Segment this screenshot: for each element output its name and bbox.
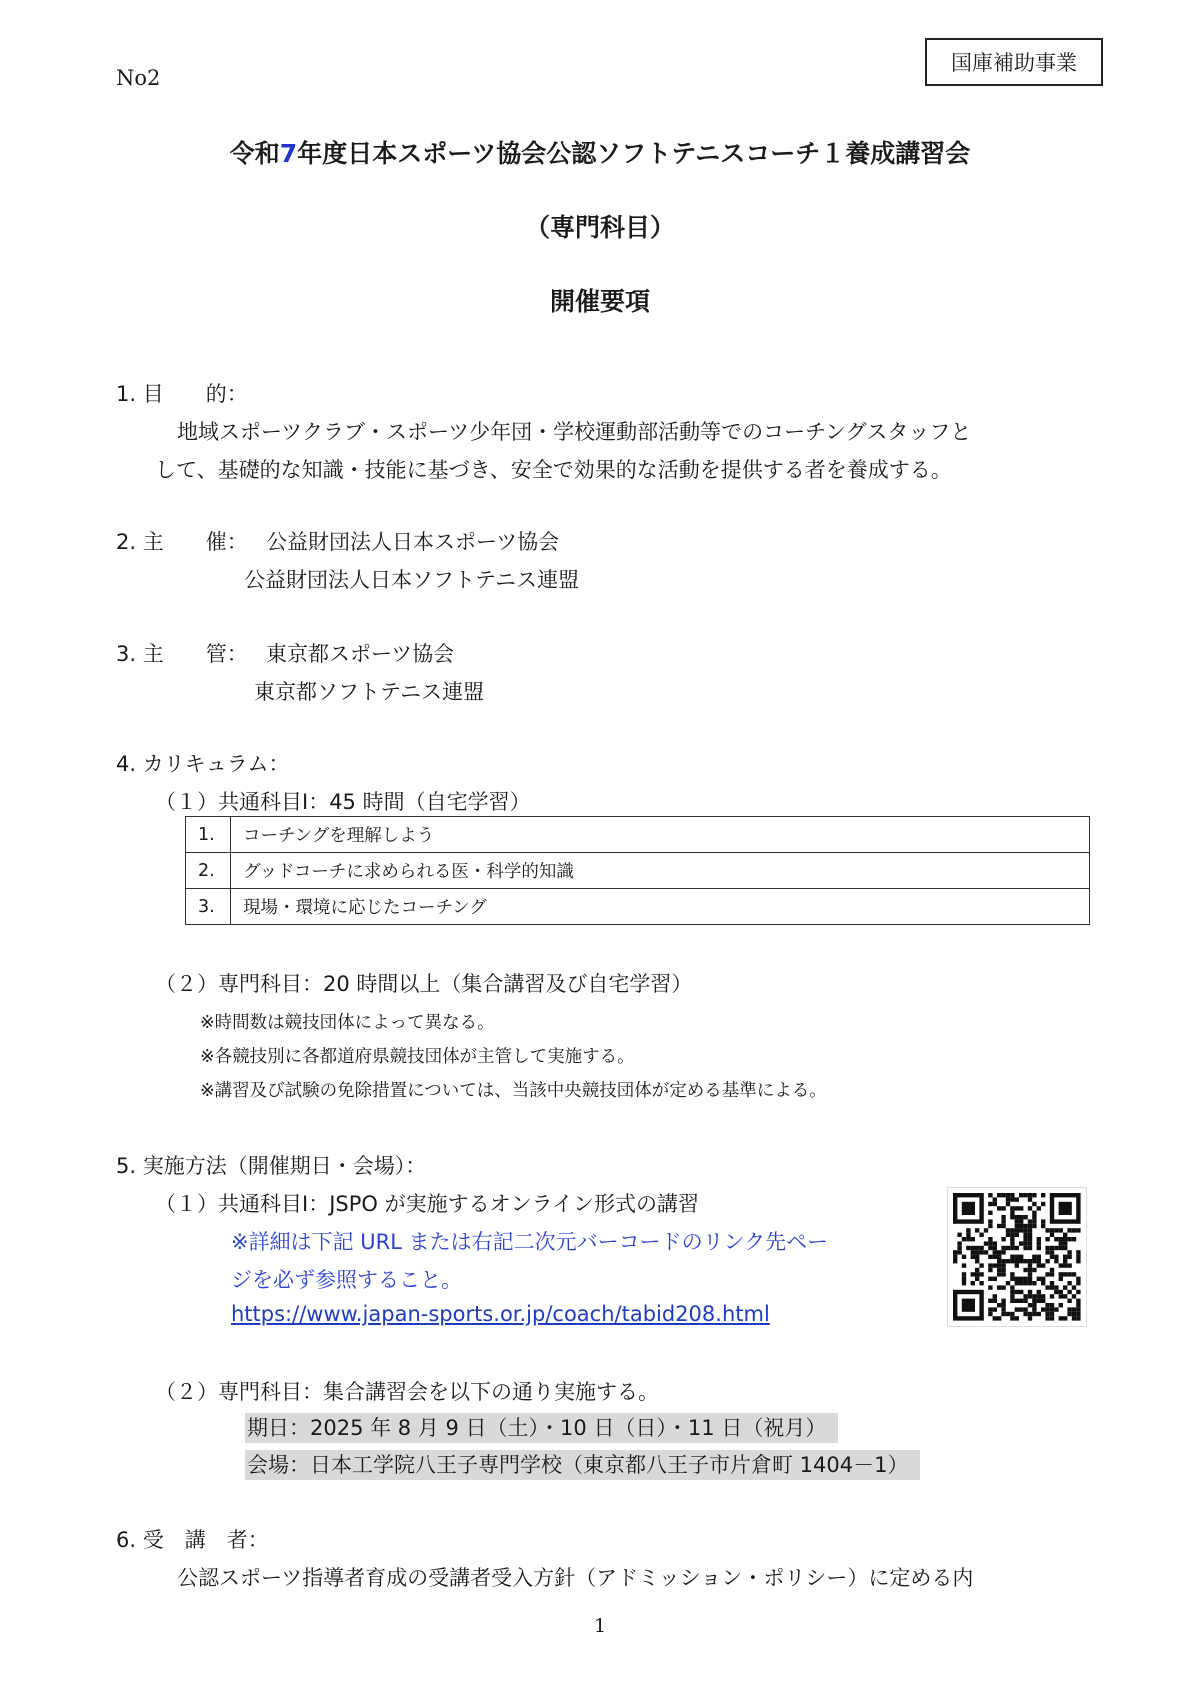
section-4-note-2: ※各競技別に各都道府県競技団体が主管して実施する。 xyxy=(200,1047,635,1067)
section-2-organizer-2: 公益財団法人日本ソフトテニス連盟 xyxy=(244,568,580,592)
section-1-line-1: 地域スポーツクラブ・スポーツ少年団・学校運動部活動等でのコーチングスタッフと xyxy=(177,420,972,444)
qr-code-graphic xyxy=(948,1188,1086,1326)
table-cell-text: 現場・環境に応じたコーチング xyxy=(231,889,1090,925)
table-row xyxy=(186,817,1090,853)
curriculum-table xyxy=(185,816,1090,925)
section-4-sub-1: （１）共通科目Ⅰ：45 時間（自宅学習） xyxy=(155,790,531,814)
section-3-manager-2: 東京都ソフトテニス連盟 xyxy=(254,680,485,704)
event-venue-text: 会場：日本工学院八王子専門学校（東京都八王子市片倉町 1404－1） xyxy=(245,1450,920,1480)
section-1-line-2: して、基礎的な知識・技能に基づき、安全で効果的な活動を提供する者を養成する。 xyxy=(155,458,952,482)
title-year: 7 xyxy=(279,139,298,168)
section-5-sub-1: （１）共通科目Ⅰ：JSPO が実施するオンライン形式の講習 xyxy=(155,1192,699,1216)
event-date-text: 期日：2025 年 8 月 9 日（土）・10 日（日）・11 日（祝月） xyxy=(245,1413,838,1443)
section-5-note-line-1: ※詳細は下記 URL または右記二次元バーコードのリンク先ペー xyxy=(231,1230,829,1254)
section-1-label: 1. 目 的： xyxy=(116,382,248,406)
section-6-label: 6. 受 講 者： xyxy=(116,1528,269,1552)
table-cell-num: 3. xyxy=(186,889,231,925)
table-cell-text: グッドコーチに求められる医・科学的知識 xyxy=(231,853,1090,889)
section-4-note-1: ※時間数は競技団体によって異なる。 xyxy=(200,1013,495,1033)
section-2-label: 2. 主 催： xyxy=(116,530,248,554)
coach-info-link[interactable]: https://www.japan-sports.or.jp/coach/tabid208.html xyxy=(231,1302,770,1326)
section-4-note-3: ※講習及び試験の免除措置については、当該中央競技団体が定める基準による。 xyxy=(200,1081,827,1101)
document-subtitle: （専門科目） xyxy=(524,213,675,242)
section-2-organizer-1: 公益財団法人日本スポーツ協会 xyxy=(266,530,560,554)
document-title xyxy=(0,134,1200,170)
title-main: 年度日本スポーツ協会公認ソフトテニスコーチ１養成講習会 xyxy=(297,139,971,168)
section-5-label: 5. 実施方法（開催期日・会場）： xyxy=(116,1154,427,1178)
event-date xyxy=(245,1412,838,1442)
section-6-line-1: 公認スポーツ指導者育成の受講者受入方針（アドミッション・ポリシー）に定める内 xyxy=(177,1566,974,1590)
section-4-label: 4. カリキュラム： xyxy=(116,752,290,776)
event-venue xyxy=(245,1449,920,1479)
section-3-manager-1: 東京都スポーツ協会 xyxy=(266,642,455,666)
page-number: 1 xyxy=(593,1615,607,1637)
table-row xyxy=(186,889,1090,925)
document-number: No2 xyxy=(116,66,161,90)
section-5-note-line-2: ジを必ず参照すること。 xyxy=(231,1268,462,1292)
table-cell-text: コーチングを理解しよう xyxy=(231,817,1090,853)
section-3-label: 3. 主 管： xyxy=(116,642,248,666)
subsidy-badge xyxy=(925,38,1103,86)
subsidy-label: 国庫補助事業 xyxy=(951,51,1077,75)
document-heading: 開催要項 xyxy=(549,287,650,316)
section-5-sub-2: （２）専門科目：集合講習会を以下の通り実施する。 xyxy=(155,1380,659,1404)
section-4-sub-2: （２）専門科目：20 時間以上（集合講習及び自宅学習） xyxy=(155,972,693,996)
table-cell-num: 1. xyxy=(186,817,231,853)
qr-code-icon[interactable] xyxy=(947,1187,1087,1327)
table-row xyxy=(186,853,1090,889)
table-cell-num: 2. xyxy=(186,853,231,889)
title-prefix: 令和 xyxy=(229,139,280,168)
